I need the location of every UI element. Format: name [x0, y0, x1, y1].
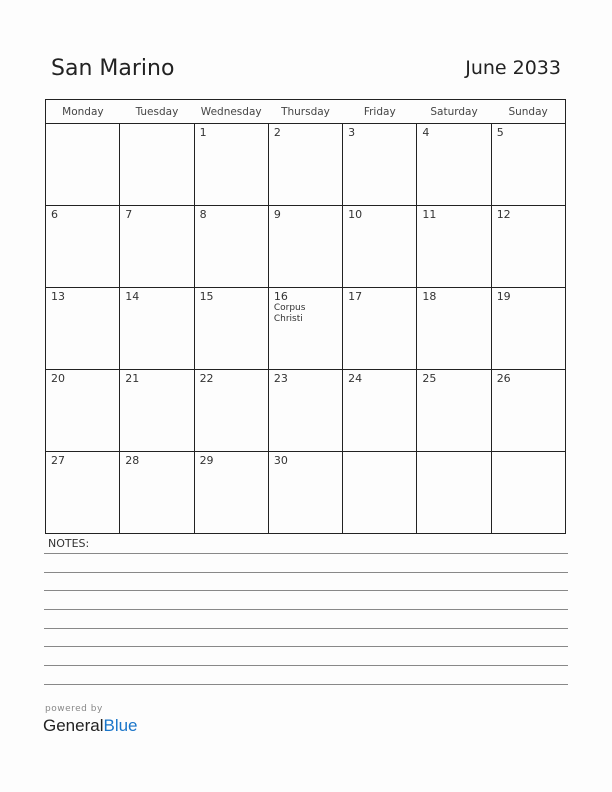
note-line: [44, 684, 568, 685]
day-cell: [268, 206, 342, 288]
day-number: 7: [125, 208, 133, 221]
week-row: [46, 206, 566, 288]
day-number: 26: [496, 372, 511, 385]
day-cell: [120, 452, 194, 534]
day-number: 9: [273, 208, 281, 221]
day-cell: [194, 288, 268, 370]
day-cell: [417, 288, 491, 370]
day-cell: [491, 206, 565, 288]
day-cell: [194, 370, 268, 452]
day-cell: [268, 124, 342, 206]
month-title: June 2033: [465, 57, 561, 79]
day-number: 4: [422, 126, 430, 139]
day-cell: [268, 452, 342, 534]
day-cell: [417, 370, 491, 452]
country-title: San Marino: [51, 56, 175, 81]
week-row: [46, 124, 566, 206]
day-cell: [46, 206, 120, 288]
day-number: 29: [199, 454, 214, 467]
day-cell: [491, 288, 565, 370]
day-cell: [343, 124, 417, 206]
day-number: 10: [348, 208, 363, 221]
day-cell: [46, 288, 120, 370]
day-number: 6: [51, 208, 58, 221]
week-row: [46, 452, 566, 534]
day-cell: [120, 124, 194, 206]
day-cell: [194, 452, 268, 534]
day-number: 23: [273, 372, 288, 385]
day-number: 28: [125, 454, 140, 467]
weekday-header: Tuesday: [120, 100, 194, 124]
day-cell: [46, 452, 120, 534]
calendar-grid: [45, 99, 566, 534]
day-number: 8: [199, 208, 207, 221]
note-line: [44, 572, 568, 573]
powered-by: powered by: [45, 704, 103, 714]
day-cell: [343, 288, 417, 370]
day-cell: [417, 452, 491, 534]
day-cell: [417, 206, 491, 288]
weekday-header: Thursday: [268, 100, 342, 124]
day-cell: [120, 370, 194, 452]
note-line: [44, 665, 568, 666]
day-cell: [268, 288, 342, 370]
day-number: 14: [125, 290, 140, 303]
week-row: [46, 288, 566, 370]
notes-label: NOTES:: [48, 537, 90, 550]
day-number: 3: [348, 126, 356, 139]
day-cell: [194, 206, 268, 288]
day-number: 11: [422, 208, 437, 221]
day-number: 24: [348, 372, 363, 385]
day-cell: [343, 370, 417, 452]
day-number: 25: [422, 372, 437, 385]
day-number: 30: [273, 454, 288, 467]
day-cell: [343, 452, 417, 534]
logo-general: General: [43, 716, 104, 735]
day-cell: [417, 124, 491, 206]
day-cell: [491, 124, 565, 206]
day-cell: [194, 124, 268, 206]
day-number: 16: [273, 290, 288, 303]
weekday-header: Wednesday: [194, 100, 268, 124]
day-cell: [343, 206, 417, 288]
day-number: 20: [51, 372, 65, 385]
note-line: [44, 609, 568, 610]
day-number: 13: [51, 290, 65, 303]
day-cell: [491, 370, 565, 452]
day-number: 12: [496, 208, 511, 221]
day-cell: [46, 370, 120, 452]
week-row: [46, 370, 566, 452]
day-number: 22: [199, 372, 214, 385]
day-number: 2: [273, 126, 281, 139]
day-number: 1: [199, 126, 207, 139]
day-cell: [120, 206, 194, 288]
day-number: 18: [422, 290, 437, 303]
weekday-header: Monday: [46, 100, 120, 124]
day-number: 15: [199, 290, 214, 303]
note-line: [44, 590, 568, 591]
holiday-label: Corpus Christi: [273, 303, 306, 324]
weekday-header: Friday: [343, 100, 417, 124]
day-number: 19: [496, 290, 511, 303]
note-line: [44, 553, 568, 554]
logo-blue: Blue: [103, 716, 138, 735]
day-cell: [46, 124, 120, 206]
day-number: 21: [125, 372, 140, 385]
day-cell: [120, 288, 194, 370]
weekday-header: Sunday: [491, 100, 565, 124]
day-cell: [268, 370, 342, 452]
weekday-header: Saturday: [417, 100, 491, 124]
day-number: 5: [496, 126, 504, 139]
day-number: 27: [51, 454, 65, 467]
day-number: 17: [348, 290, 363, 303]
note-line: [44, 646, 568, 647]
note-line: [44, 628, 568, 629]
generalblue-logo: [43, 716, 138, 736]
day-cell: [491, 452, 565, 534]
